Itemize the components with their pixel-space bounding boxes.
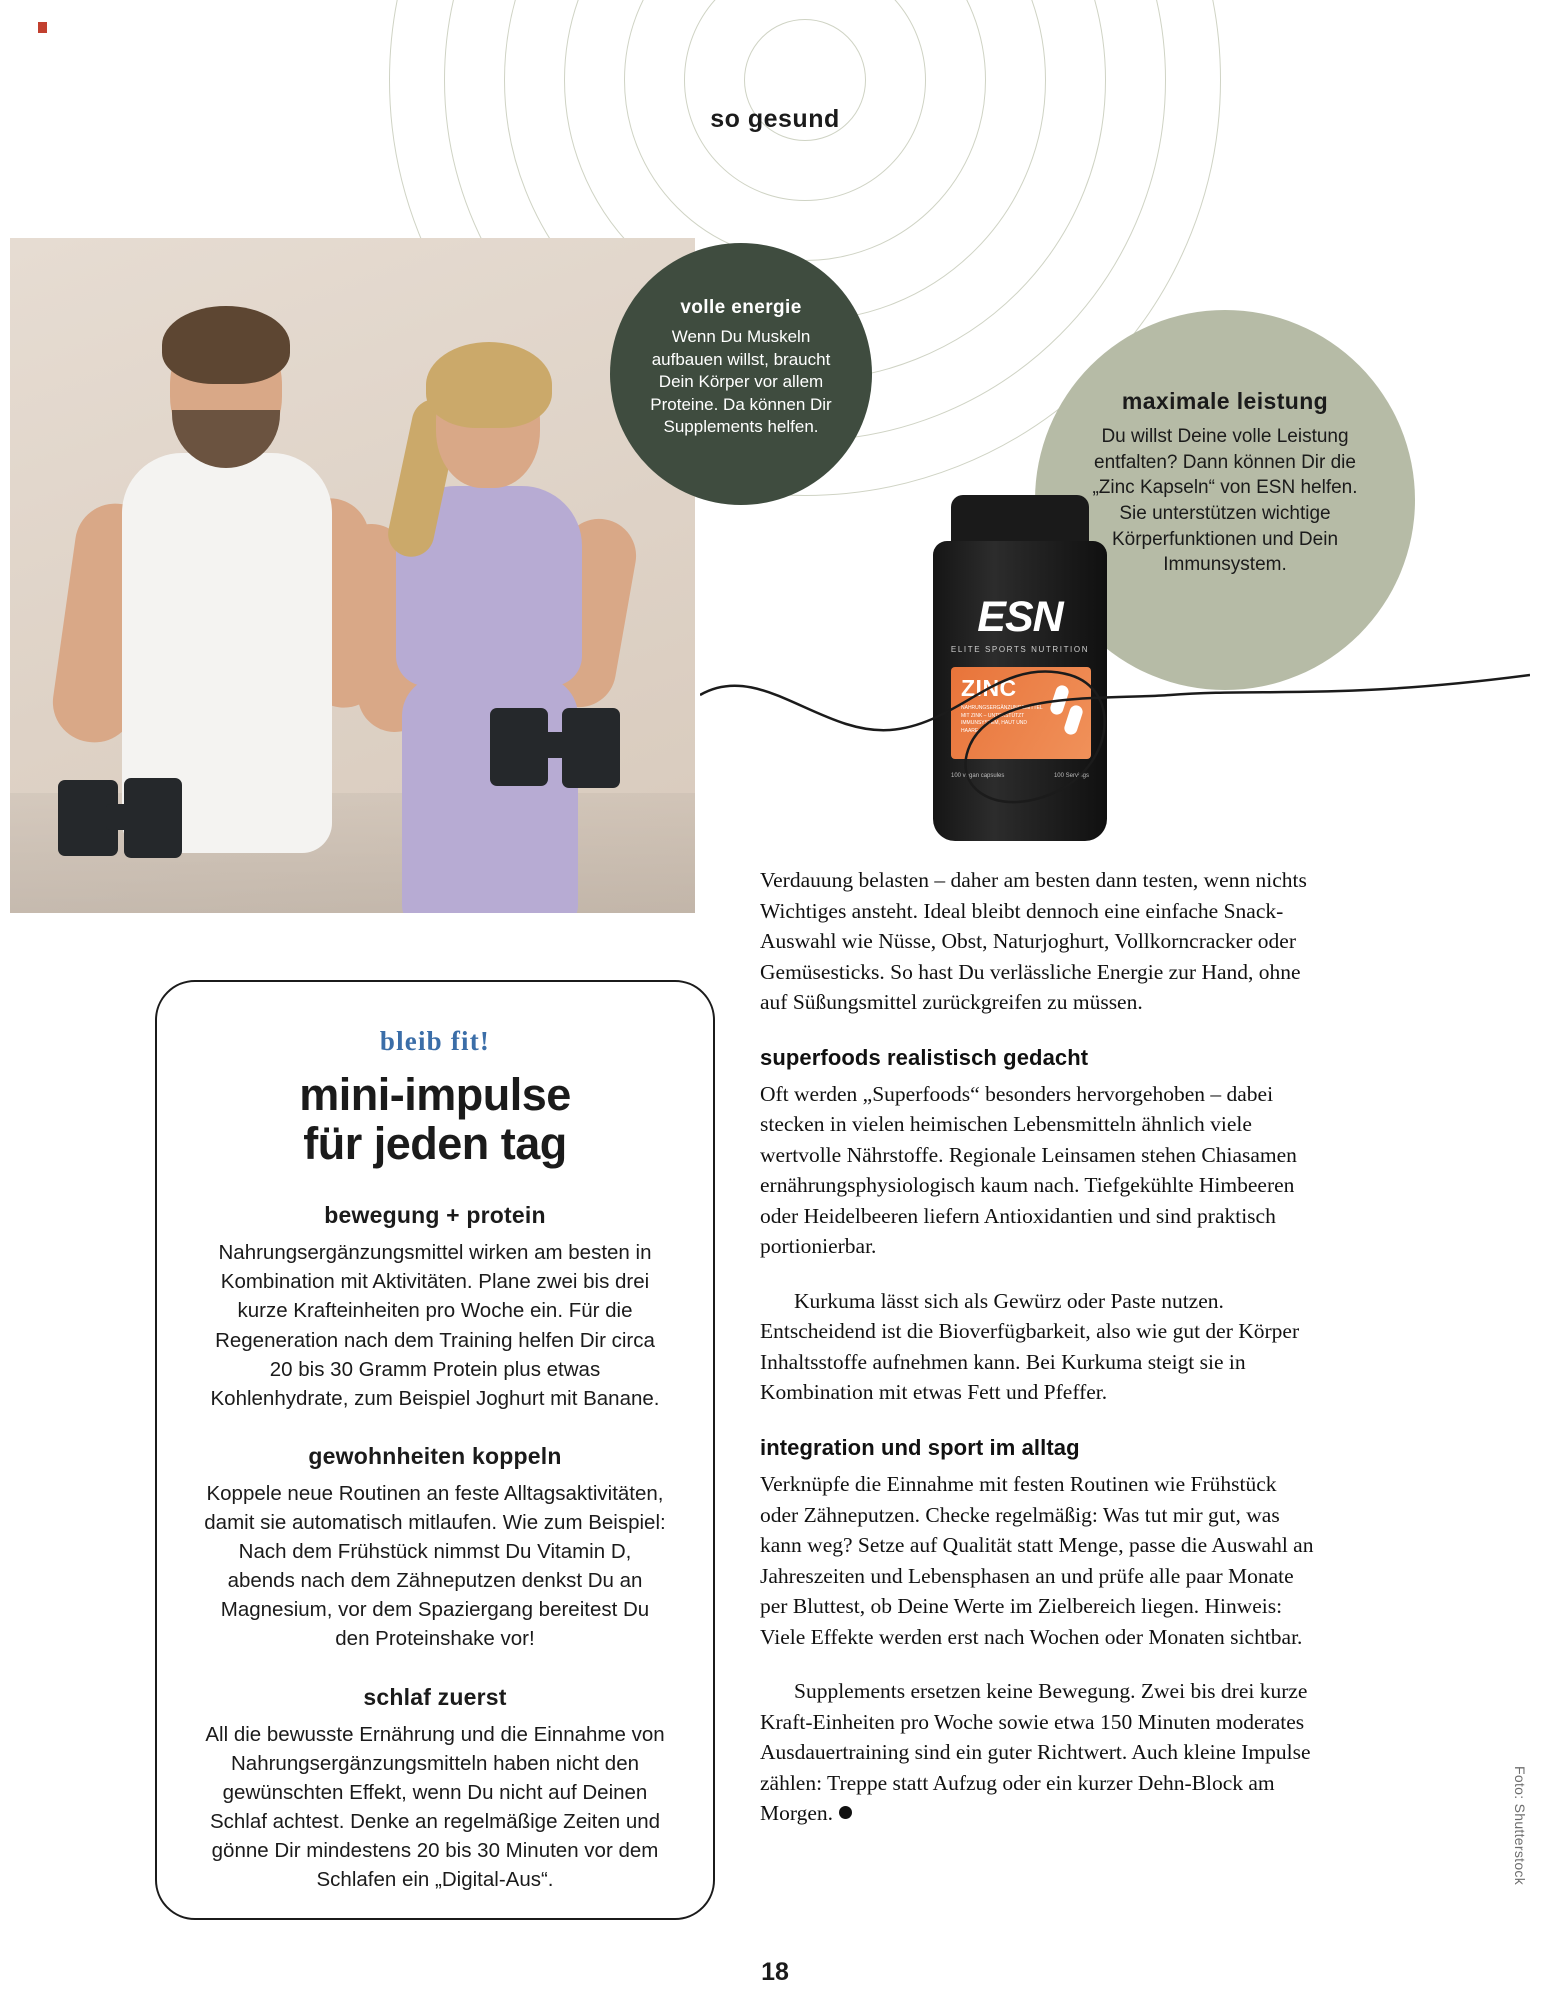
hero-photo xyxy=(10,238,695,913)
callout-volle-energie xyxy=(610,243,872,505)
article-paragraph-text: Supplements ersetzen keine Bewegung. Zwei bis drei kurze Kraft-Einheiten pro Woche sowie etwa 150 Minuten moderates Ausdauertraining sind ein guter Richtwert. Auch kleine Impulse zählen: Treppe statt Aufzug oder ein kurzer Dehn-Block am Morgen. xyxy=(760,1679,1311,1826)
article-lead-paragraph: Verdauung belasten – daher am besten dann testen, wenn nichts Wichtiges ansteht. Ideal bleibt dennoch eine einfache Snack-Auswahl wie Nüsse, Obst, Naturjoghurt, Vollkorncracker oder Gemüsesticks. So hast Du verlässliche Energie zur Hand, ohne auf Süßungsmittel zurückgreifen zu müssen. xyxy=(760,868,1307,1015)
tipbox-section-heading: bewegung + protein xyxy=(324,1202,546,1229)
product-esn-zinc xyxy=(925,495,1115,850)
tipbox-kicker: bleib fit! xyxy=(379,1026,491,1056)
product-servings: 100 Servings xyxy=(1053,773,1089,779)
callout-title: volle energie xyxy=(680,297,802,318)
tipbox-title xyxy=(203,1071,667,1168)
tipbox-section-body: All die bewusste Ernährung und die Einnahme von Nahrungsergänzungsmitteln haben nicht den gewünschten Effekt, wenn Du nicht auf Deinen Schlaf achtest. Denke an regelmäßige Zeiten und gönne Dir mindestens 20 bis 30 Minuten vor dem Schlafen ein „Digital-Aus“. xyxy=(205,1722,665,1892)
tipbox-section-heading: schlaf zuerst xyxy=(363,1683,507,1710)
article-column xyxy=(760,865,1315,1853)
callout-title: maximale leistung xyxy=(1121,388,1329,414)
end-of-article-mark xyxy=(839,1806,852,1819)
tipbox-section xyxy=(203,1684,667,1895)
article-section-heading: superfoods realistisch gedacht xyxy=(760,1044,1089,1070)
tipbox-section xyxy=(203,1443,667,1654)
tipbox-section-body: Koppele neue Routinen an feste Alltagsaktivitäten, damit sie automatisch mitlaufen. Wie zum Beispiel: Nach dem Frühstück nimmst Du Vitamin D, abends nach dem Zähneputzen denkst Du an Magnesium, vor dem Spaziergang bereitest Du den Proteinshake vor! xyxy=(204,1481,666,1651)
product-name: ZINC xyxy=(961,675,1017,701)
article-paragraph: Oft werden „Superfoods“ besonders hervorgehoben – dabei stecken in vielen heimischen Lebensmitteln ähnlich viele wertvolle Nährstoffe. Regionale Leinsamen stehen Chiasamen ernährungsphysiologisch kaum nach. Tiefgekühlte Himbeeren oder Heidelbeeren liefern Antioxidantien und sind praktisch portionierbar. xyxy=(760,1081,1297,1259)
page-number: 18 xyxy=(761,1958,789,1986)
article-paragraph: Kurkuma lässt sich als Gewürz oder Paste nutzen. Entscheidend ist die Bioverfügbarkeit, also wie gut der Körper Inhaltsstoffe aufnehmen kann. Bei Kurkuma steigt sie in Kombination mit etwas Fett und Pfeffer. xyxy=(760,1288,1300,1405)
tipbox-section-body: Nahrungsergänzungsmittel wirken am besten in Kombination mit Aktivitäten. Plane zwei bis drei kurze Krafteinheiten pro Woche ein. Für die Regeneration nach dem Training helfen Dir circa 20 bis 30 Gramm Protein plus etwas Kohlenhydrate, zum Beispiel Joghurt mit Banane. xyxy=(210,1241,660,1410)
capsule-icon xyxy=(1053,685,1083,739)
tipbox-title-line2: für jeden tag xyxy=(303,1117,567,1169)
tipbox-section xyxy=(203,1202,667,1413)
product-lid xyxy=(951,495,1089,547)
callout-body: Wenn Du Muskeln aufbauen willst, braucht Dein Körper vor allem Proteine. Da können Dir Supplements helfen. xyxy=(650,327,832,437)
callout-body: Du willst Deine volle Leistung entfalten? Dann können Dir die „Zinc Kapseln“ von ESN helfen. Sie unterstützen wichtige Körperfunktionen und Dein Immunsystem. xyxy=(1092,426,1358,576)
product-brand: ESN xyxy=(977,593,1063,641)
running-head: so gesund xyxy=(710,105,840,133)
article-paragraph-final xyxy=(760,1676,1315,1829)
tipbox-mini-impulse xyxy=(155,980,715,1920)
tipbox-title-line1: mini-impulse xyxy=(299,1069,571,1120)
tipbox-section-heading: gewohnheiten koppeln xyxy=(308,1442,562,1469)
product-capsule-count: 100 vegan capsules xyxy=(951,773,1005,779)
photo-credit: Foto: Shutterstock xyxy=(1512,1765,1528,1885)
product-label-description: NAHRUNGSERGÄNZUNGSMITTEL MIT ZINK – UNTERSTÜTZT IMMUNSYSTEM, HAUT UND HAARE xyxy=(961,705,1043,734)
article-section-heading: integration und sport im alltag xyxy=(760,1434,1080,1460)
article-paragraph: Verknüpfe die Einnahme mit festen Routinen wie Frühstück oder Zähneputzen. Checke regelmäßig: Was tut mir gut, was kann weg? Setze auf Qualität statt Menge, passe die Auswahl an Jahreszeiten und Lebensphasen an und prüfe alle paar Monate per Bluttest, ob Deine Werte im Zielbereich liegen. Hinweis: Viele Effekte werden erst nach Wochen oder Monaten sichtbar. xyxy=(760,1472,1314,1649)
product-body xyxy=(933,541,1107,841)
product-brand-subtitle: ELITE SPORTS NUTRITION xyxy=(950,645,1090,654)
product-footer xyxy=(951,773,1089,779)
product-label-panel xyxy=(951,667,1091,759)
athlete-female-figure xyxy=(340,358,670,913)
corner-mark xyxy=(38,22,47,33)
squiggle-line-decoration xyxy=(700,640,1530,840)
